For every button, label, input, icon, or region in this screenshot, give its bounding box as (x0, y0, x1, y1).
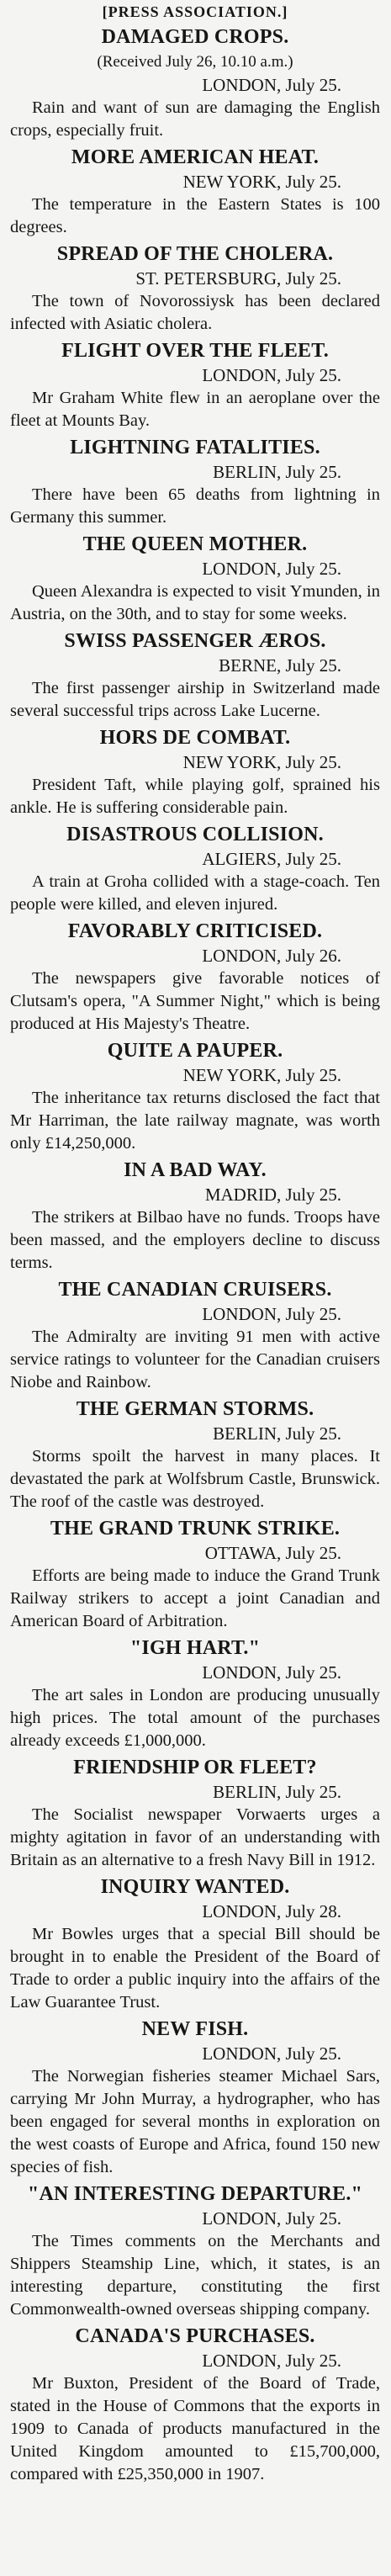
received-time: (Received July 26, 10.10 a.m.) (97, 53, 293, 71)
story-headline: FLIGHT OVER THE FLEET. (61, 340, 329, 362)
story-dateline: BERLIN, July 25. (213, 1782, 341, 1802)
news-story (10, 1157, 380, 1275)
story-dateline: NEW YORK, July 25. (182, 1065, 341, 1085)
story-body: Mr Bowles urges that a special Bill should be brought in to enable the President of the Board of Trade to order a public inquiry into the affairs of the Law Guarantee Trust. (10, 1925, 380, 2012)
story-headline: INQUIRY WANTED. (100, 1876, 290, 1898)
story-dateline: OTTAWA, July 25. (204, 1543, 341, 1563)
news-story (10, 434, 380, 529)
story-dateline: BERNE, July 25. (219, 655, 341, 676)
story-body: The Norwegian fisheries steamer Michael Sars, carrying Mr John Murray, a hydrographer, who has been engaged for several months in exploration on the west coasts of Europe and Africa, found 150 new species of fish. (10, 2067, 380, 2176)
story-body: The strikers at Bilbao have no funds. Troops have been massed, and the employers decline to discuss terms. (10, 1208, 380, 1272)
news-story (10, 2323, 380, 2486)
story-headline: MORE AMERICAN HEAT. (71, 146, 320, 168)
story-body: Storms spoilt the harvest in many places. It devastated the park at Wolfsbrum Castle, Brunswick. The roof of the castle was destroyed. (10, 1447, 380, 1511)
story-dateline: NEW YORK, July 25. (182, 752, 341, 772)
agency-line: [PRESS ASSOCIATION.] (102, 3, 288, 20)
news-story (10, 1635, 380, 1752)
story-dateline: LONDON, July 25. (202, 1304, 341, 1324)
news-story (10, 2181, 380, 2321)
story-body: The first passenger airship in Switzerland made several successful trips across Lake Lucerne. (10, 679, 380, 720)
story-body: Queen Alexandra is expected to visit Ymunden, in Austria, on the 30th, and to stay for some weeks. (10, 582, 380, 623)
story-dateline: MADRID, July 25. (204, 1185, 341, 1205)
story-body: A train at Groha collided with a stage-coach. Ten people were killed, and eleven injured. (10, 872, 380, 914)
story-body: The art sales in London are producing unusually high prices. The total amount of the purchases already exceeds £1,000,000. (10, 1686, 380, 1750)
news-story (10, 2016, 380, 2179)
story-body: The newspapers give favorable notices of Clutsam's opera, "A Summer Night," which is being produced at His Majesty's Theatre. (10, 969, 380, 1033)
story-body: The Admiralty are inviting 91 men with active service ratings to volunteer for the Canadian cruisers Niobe and Rainbow. (10, 1328, 380, 1391)
story-body: The Socialist newspaper Vorwaerts urges a mighty agitation in favor of an understanding with Britain as an alternative to a fresh Navy Bill in 1912. (10, 1805, 380, 1869)
story-headline: DISASTROUS COLLISION. (66, 824, 324, 845)
story-body: Rain and want of sun are damaging the English crops, especially fruit. (10, 98, 380, 140)
news-story (10, 1396, 380, 1513)
stories-list (10, 24, 380, 2486)
story-headline: THE QUEEN MOTHER. (82, 533, 308, 555)
news-story (10, 1874, 380, 2014)
story-headline: THE CANADIAN CRUISERS. (58, 1279, 332, 1301)
story-headline: CANADA'S PURCHASES. (75, 2325, 315, 2347)
news-story (10, 628, 380, 723)
story-headline: FAVORABLY CRITICISED. (67, 920, 323, 942)
news-story (10, 241, 380, 336)
news-story (10, 1037, 380, 1155)
story-body: The inheritance tax returns disclosed the fact that Mr Harriman, the late railway magnate, was worth only £14,250,000. (10, 1089, 380, 1153)
news-story (10, 144, 380, 239)
news-story (10, 918, 380, 1036)
story-headline: DAMAGED CROPS. (101, 26, 289, 48)
story-dateline: ALGIERS, July 25. (202, 849, 341, 869)
story-headline: SWISS PASSENGER ÆROS. (64, 630, 326, 652)
story-dateline: LONDON, July 25. (202, 2351, 341, 2371)
story-body: Efforts are being made to induce the Grand Trunk Railway strikers to accept a joint Canadian and American Board of Arbitration. (10, 1566, 380, 1630)
story-dateline: LONDON, July 25. (202, 559, 341, 579)
story-dateline: LONDON, July 25. (202, 2043, 341, 2064)
news-story (10, 1754, 380, 1872)
story-headline: NEW FISH. (141, 2018, 249, 2040)
news-story (10, 724, 380, 819)
story-headline: LIGHTNING FATALITIES. (70, 437, 320, 458)
story-headline: SPREAD OF THE CHOLERA. (56, 243, 334, 265)
story-dateline: LONDON, July 25. (202, 365, 341, 385)
story-dateline: LONDON, July 25. (202, 2208, 341, 2229)
story-headline: THE GERMAN STORMS. (76, 1398, 314, 1420)
news-story (10, 531, 380, 626)
story-headline: IN A BAD WAY. (124, 1159, 267, 1181)
story-body: There have been 65 deaths from lightning in Germany this summer. (10, 485, 380, 527)
news-story (10, 24, 380, 142)
story-dateline: LONDON, July 28. (202, 1901, 341, 1921)
news-story (10, 1515, 380, 1633)
story-headline: HORS DE COMBAT. (99, 727, 291, 749)
story-headline: QUITE A PAUPER. (107, 1040, 283, 1062)
story-headline: "AN INTERESTING DEPARTURE." (27, 2183, 363, 2205)
story-body: Mr Buxton, President of the Board of Trade, stated in the House of Commons that the exports in 1909 to Canada of products manufactured in the United Kingdom amounted to £15,700,000, compared with £25,350,000 in 1907. (10, 2374, 380, 2483)
story-dateline: LONDON, July 25. (202, 75, 341, 95)
story-body: The temperature in the Eastern States is 100 degrees. (10, 195, 380, 236)
story-body: The town of Novorossiysk has been declared infected with Asiatic cholera. (10, 292, 380, 333)
story-dateline: BERLIN, July 25. (213, 1423, 341, 1444)
news-story (10, 1276, 380, 1394)
story-headline: THE GRAND TRUNK STRIKE. (50, 1518, 341, 1540)
article-column (10, 0, 380, 2488)
story-dateline: BERLIN, July 25. (213, 462, 341, 482)
news-story (10, 337, 380, 432)
story-body: Mr Graham White flew in an aeroplane over the fleet at Mounts Bay. (10, 389, 380, 430)
story-headline: "IGH HART." (129, 1637, 261, 1659)
story-dateline: NEW YORK, July 25. (182, 172, 341, 192)
story-dateline: LONDON, July 25. (202, 1662, 341, 1683)
story-body: The Times comments on the Merchants and Shippers Steamship Line, which, it states, is an interesting departure, constituting the first Commonwealth-owned overseas shipping company. (10, 2232, 380, 2319)
story-dateline: LONDON, July 26. (202, 946, 341, 966)
story-body: President Taft, while playing golf, sprained his ankle. He is suffering considerable pain. (10, 776, 380, 817)
story-dateline: ST. PETERSBURG, July 25. (135, 268, 341, 289)
news-story (10, 821, 380, 916)
story-headline: FRIENDSHIP OR FLEET? (73, 1757, 317, 1778)
